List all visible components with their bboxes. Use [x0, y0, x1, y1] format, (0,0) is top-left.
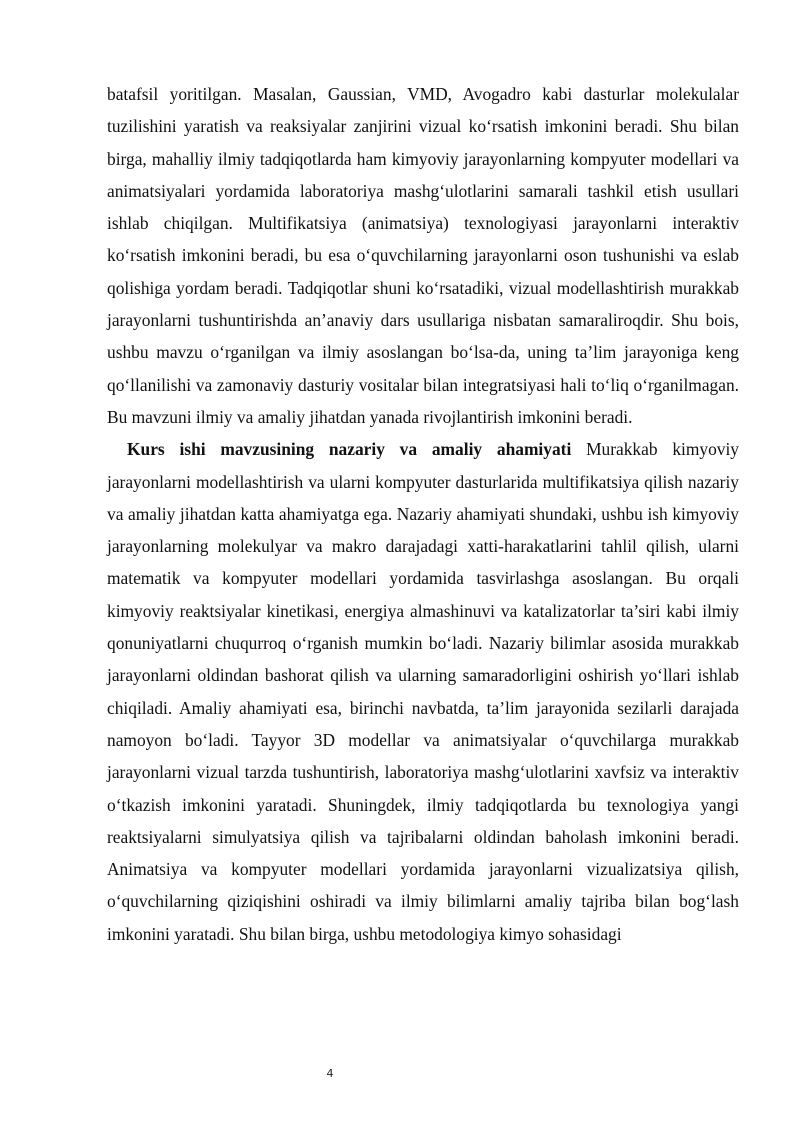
body-paragraph: batafsil yoritilgan. Masalan, Gaussian, VMD, Avogadro kabi dasturlar molekulalar tuzilishini yaratish va reaksiyalar zanjirini vizual ko‘rsatish imkonini beradi. Shu bilan birga, mahalliy ilmiy tadqiqotlarda ham kimyoviy jarayonlarning kompyuter modellari va animatsiyalari yordamida laboratoriya mashg‘ulotlarini samarali tashkil etish usullari ishlab chiqilgan. Multifikatsiya (animatsiya) texnologiyasi jarayonlarni interaktiv ko‘rsatish imkonini beradi, bu esa o‘quvchilarning jarayonlarni oson tushunishi va eslab qolishiga yordam beradi. Tadqiqotlar shuni ko‘rsatadiki, vizual modellashtirish murakkab jarayonlarni tushuntirishda an’anaviy dars usullariga nisbatan samaraliroqdir. Shu bois, ushbu mavzu o‘rganilgan va ilmiy asoslangan bo‘lsa-da, uning ta’lim jarayoniga keng qo‘llanilishi va zamonaviy dasturiy vositalar bilan integratsiyasi hali to‘liq o‘rganilmagan. Bu mavzuni ilmiy va amaliy jihatdan yanada rivojlantirish imkonini beradi. [107, 84, 739, 427]
page-body [107, 78, 739, 950]
section-paragraph-text: Murakkab kimyoviy jarayonlarni modellashtirish va ularni kompyuter dasturlarida multifikatsiya qilish nazariy va amaliy jihatdan katta ahamiyatga ega. Nazariy ahamiyati shundaki, ushbu ish kimyoviy jarayonlarning molekulyar va makro darajadagi xatti-harakatlarini tahlil qilish, ularni matematik va kompyuter modellari yordamida tasvirlashga asoslangan. Bu orqali kimyoviy reaktsiyalar kinetikasi, energiya almashinuvi va katalizatorlar ta’siri kabi ilmiy qonuniyatlarni chuqurroq o‘rganish mumkin bo‘ladi. Nazariy bilimlar asosida murakkab jarayonlarni oldindan bashorat qilish va ularning samaradorligini oshirish yo‘llari ishlab chiqiladi. Amaliy ahamiyati esa, birinchi navbatda, ta’lim jarayonida sezilarli darajada namoyon bo‘ladi. Tayyor 3D modellar va animatsiyalar o‘quvchilarga murakkab jarayonlarni vizual tarzda tushuntirish, laboratoriya mashg‘ulotlarini xavfsiz va interaktiv o‘tkazish imkonini yaratadi. Shuningdek, ilmiy tadqiqotlarda bu texnologiya yangi reaktsiyalarni simulyatsiya qilish va tajribalarni oldindan baholash imkonini beradi. Animatsiya va kompyuter modellari yordamida jarayonlarni vizualizatsiya qilish, o‘quvchilarning qiziqishini oshiradi va ilmiy bilimlarni amaliy tajriba bilan bog‘lash imkonini yaratadi. Shu bilan birga, ushbu metodologiya kimyo sohasidagi [107, 439, 739, 944]
page-number: 4 [326, 1067, 334, 1080]
section-paragraph [107, 433, 739, 950]
section-heading: Kurs ishi mavzusining nazariy va amaliy ahamiyati [127, 439, 572, 460]
